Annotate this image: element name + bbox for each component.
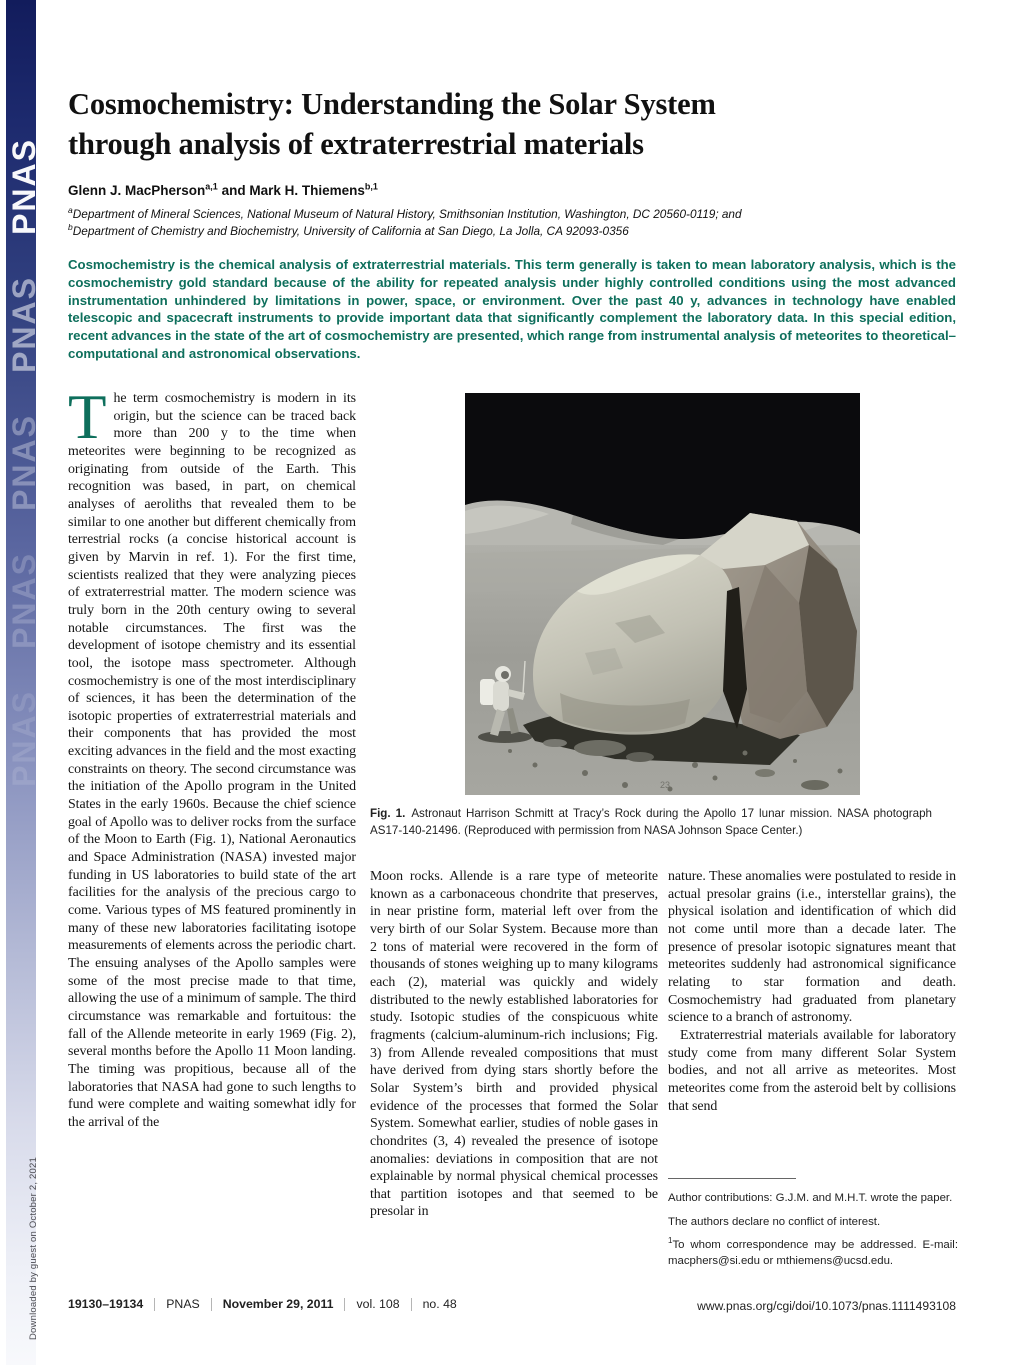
title-line-2: through analysis of extraterrestrial materials [68, 127, 644, 161]
astronaut-shadow [478, 731, 532, 743]
pnas-watermark: PNAS [6, 276, 42, 373]
volume: vol. 108 [356, 1297, 400, 1311]
column-3-paragraph-2: Extraterrestrial materials available for laboratory study come from many different Solar System bodies, and not all arrive as meteorites. Most meteorites come from the asteroid belt by collisions that send [668, 1027, 956, 1114]
body-column-1 [68, 382, 356, 1290]
astronaut-torso [493, 681, 509, 711]
author-1-superscript: a,1 [205, 181, 218, 192]
download-stamp: Downloaded by guest on October 2, 2021 [28, 1157, 39, 1340]
affiliation-a [68, 206, 963, 223]
figure1-label: Fig. 1. [370, 807, 406, 820]
footer-separator [211, 1298, 212, 1311]
page-title [68, 84, 958, 164]
figure1-caption [370, 806, 932, 839]
lunar-scene [465, 393, 860, 795]
affiliation-b-text: Department of Chemistry and Biochemistry, University of California at San Diego, La Jolla, CA 92093-0356 [72, 223, 629, 238]
affiliation-b [68, 223, 963, 240]
footer-left [68, 1297, 457, 1311]
title-line-1: Cosmochemistry: Understanding the Solar System [68, 87, 716, 121]
drop-cap: T [68, 382, 107, 452]
pnas-watermark: PNAS [6, 414, 42, 511]
footer-separator [411, 1298, 412, 1311]
footnote-rule [668, 1178, 796, 1179]
footnotes [668, 1178, 958, 1277]
author-joiner: and [217, 183, 250, 198]
author-line [68, 183, 958, 198]
affiliation-a-text: Department of Mineral Sciences, National Museum of Natural History, Smithsonian Institution, Washington, DC 20560-0119; and [72, 207, 742, 221]
author-contributions-note: Author contributions: G.J.M. and M.H.T. wrote the paper. [668, 1192, 953, 1204]
abstract: Cosmochemistry is the chemical analysis of extraterrestrial materials. This term generally is taken to mean laboratory analysis, which is the cosmochemistry gold standard because of the ability for repeated analysis under highly controlled conditions using the most advanced instrumentation unhindered by limitations in power, space, or environment. Over the past 40 y, advances in technology have enabled telescopic and spacecraft instruments to provide important data that significantly complement the laboratory data. In this special edition, recent advances in the state of the art of cosmochemistry are presented, which range from instrumental analysis of meteorites to theoretical–computational and astronomical observations. [68, 257, 956, 361]
affiliation-a-superscript: a [68, 205, 73, 216]
figure1-caption-text: Astronaut Harrison Schmitt at Tracy’s Rock during the Apollo 17 lunar mission. NASA photograph AS17-140-21496. (Reproduced with permission from NASA Johnson Space Center.) [370, 807, 933, 837]
pnas-watermark: PNAS [6, 552, 42, 649]
issue-date: November 29, 2011 [222, 1297, 334, 1311]
photo-frame-number: 23 [660, 780, 671, 790]
pnas-watermark: PNAS [6, 138, 42, 235]
issue-number: no. 48 [422, 1297, 457, 1311]
figure1-photo [465, 393, 860, 795]
affiliation-b-superscript: b [68, 221, 73, 232]
pnas-watermark: PNAS [6, 690, 42, 787]
footer-separator [344, 1298, 345, 1311]
correspondence-superscript: 1 [668, 1236, 673, 1246]
body-column-2 [370, 868, 658, 1293]
author-2-superscript: b,1 [364, 181, 378, 192]
author-2: Mark H. Thiemens [249, 183, 365, 198]
correspondence-text: To whom correspondence may be addressed. E-mail: macphers@si.edu or mthiemens@ucsd.edu. [668, 1239, 958, 1267]
correspondence-note [668, 1238, 958, 1269]
column-3-paragraph-1: nature. These anomalies were postulated to reside in actual presolar grains (i.e., interstellar grains), the physical isolation and identification of which did not come until more than a decade later. The presence of presolar isotopic signatures meant that meteorites suddenly had astronomical significance relating to star formation and death. Cosmochemistry had graduated from planetary science to a branch of astronomy. [668, 869, 956, 1026]
conflict-of-interest-note: The authors declare no conflict of interest. [668, 1215, 881, 1228]
column-2-text: Moon rocks. Allende is a rare type of meteorite known as a carbonaceous chondrite that preserves, in near pristine form, material left over from the very birth of our Solar System. Because more than 2 tons of material were recovered in the form of thousands of stones weighing up to many kilograms each (2), material was quickly and widely distributed to the newly established laboratories for study. Isotopic studies of the conspicuous white fragments (calcium-aluminum-rich inclusions; Fig. 3) from Allende revealed compositions that must have derived from dying stars shortly before the Solar System’s birth and provided physical evidence of the processes that formed the Solar System. Somewhat earlier, studies of noble gases in chondrites (3, 4) revealed the presence of isotope anomalies: deviations in composition that are not explainable by normal physical chemical processes that partition isotopes and that seemed to be presolar in [370, 869, 658, 1220]
page-range: 19130–19134 [68, 1297, 144, 1311]
doi-url: www.pnas.org/cgi/doi/10.1073/pnas.1111493108 [697, 1299, 956, 1313]
footer-separator [154, 1298, 155, 1311]
column-1-text: he term cosmochemistry is modern in its origin, but the science can be traced back more than 200 y to the time when meteorites were beginning to be recognized as originating from outside of the Earth. This recognition was based, in part, on chemical analyses of aeroliths that revealed them to be similar to one another but different chemically from terrestrial rocks (a concise historical account is given by Marvin in ref. 1). For the first time, scientists realized that they were analyzing pieces of extraterrestrial matter. The modern science was truly born in the 20th century owing to several notable circumstances. The first was the development of isotope chemistry and its essential tool, the isotope mass spectrometer. Although cosmochemistry is one of the most interdisciplinary of sciences, it has been the determination of the isotopic properties of extraterrestrial materials and their components that has provided the most exciting advances in the field and the most exacting constraints on theory. The second circumstance was the initiation of the Apollo program in the United States in the early 1960s. Because the chief science goal of Apollo was to deliver rocks from the surface of the Moon to Earth (Fig. 1), National Aeronautics and Space Administration (NASA) invested major funding in US laboratories to build state of the art facilities for the analysis of the precious cargo to come. Various types of MS featured prominently in many of these new laboratories facilitating isotope measurements of elements across the periodic chart. The ensuing analyses of the Apollo samples were some of the most precise made to that time, allowing the use of a minimum of sample. The third circumstance was remarkable and fortuitous: the fall of the Allende meteorite in early 1969 (Fig. 2), several months before the Apollo 11 Moon landing. The timing was propitious, because all of the laboratories that NASA had gone to such lengths to fund were complete and waiting somewhat idly for the arrival of the [68, 391, 356, 1130]
author-1: Glenn J. MacPherson [68, 183, 206, 198]
affiliations [68, 206, 963, 239]
journal-name: PNAS [166, 1297, 200, 1311]
astronaut-visor [501, 671, 509, 679]
